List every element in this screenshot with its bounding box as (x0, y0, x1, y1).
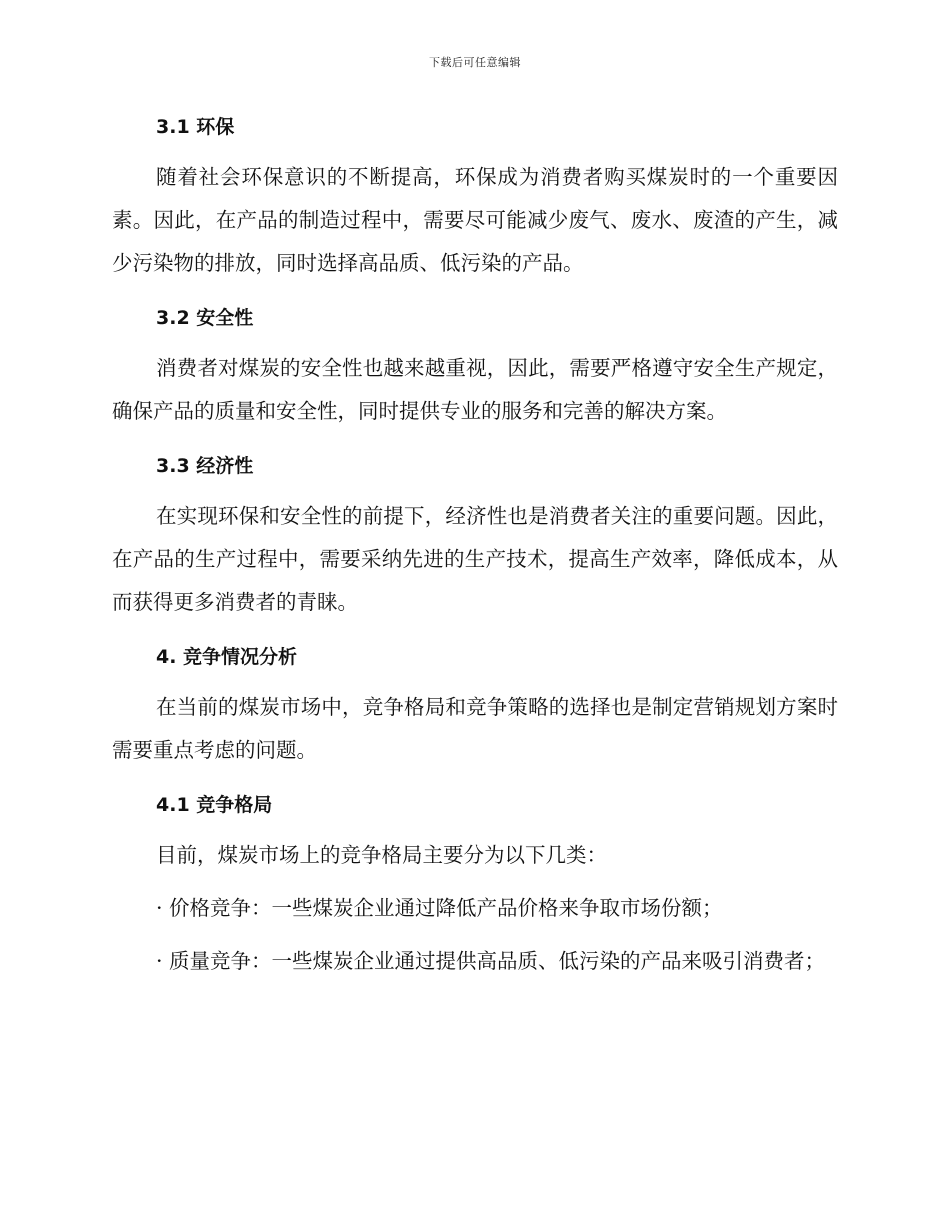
section-paragraph: 随着社会环保意识的不断提高，环保成为消费者购买煤炭时的一个重要因素。因此，在产品的制造过程中，需要尽可能减少废气、废水、废渣的产生，减少污染物的排放，同时选择高品质、低污染的产品。 (112, 165, 838, 275)
section-paragraph: 在当前的煤炭市场中，竞争格局和竞争策略的选择也是制定营销规划方案时需要重点考虑的问题。 (112, 695, 838, 762)
section-heading: 3.3 经济性 (156, 455, 254, 477)
bullet-item: · 价格竞争：一些煤炭企业通过降低产品价格来争取市场份额； (156, 896, 723, 920)
page-header: 下载后可任意编辑 (429, 56, 521, 69)
section-heading: 3.1 环保 (156, 116, 235, 138)
section-3-2 (112, 299, 838, 433)
section-paragraph: 消费者对煤炭的安全性也越来越重视，因此，需要严格遵守安全生产规定，确保产品的质量和安全性，同时提供专业的服务和完善的解决方案。 (112, 356, 838, 423)
section-4 (112, 638, 838, 772)
section-paragraph: 目前，煤炭市场上的竞争格局主要分为以下几类： (156, 843, 607, 867)
section-3-1 (112, 108, 838, 285)
bullet-item: · 质量竞争：一些煤炭企业通过提供高品质、低污染的产品来吸引消费者； (156, 949, 826, 973)
section-paragraph: 在实现环保和安全性的前提下，经济性也是消费者关注的重要问题。因此，在产品的生产过程中，需要采纳先进的生产技术，提高生产效率，降低成本，从而获得更多消费者的青睐。 (112, 504, 838, 614)
section-heading: 4. 竞争情况分析 (156, 646, 298, 668)
section-3-3 (112, 447, 838, 624)
document-body (112, 108, 838, 983)
section-4-1 (112, 786, 838, 983)
section-heading: 3.2 安全性 (156, 307, 254, 329)
section-heading: 4.1 竞争格局 (156, 794, 273, 816)
